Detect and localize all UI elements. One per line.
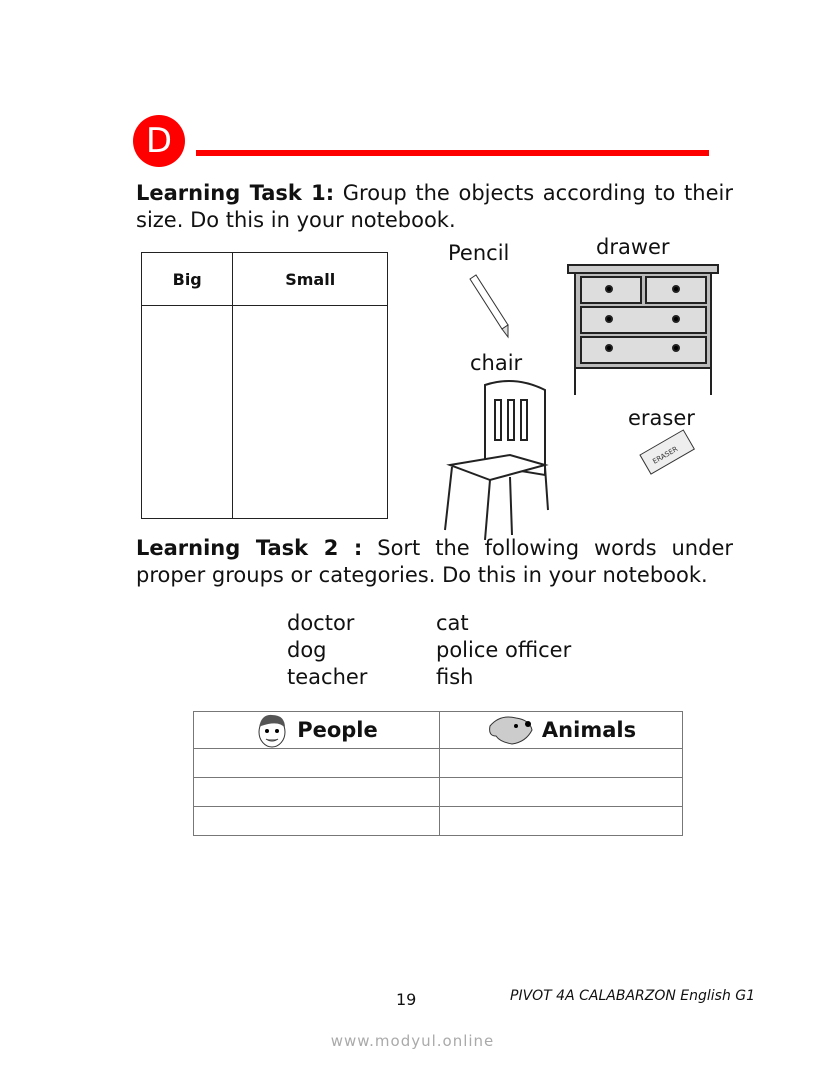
word-item: teacher [287, 665, 368, 689]
object-illustrations [440, 255, 750, 540]
people-cell [194, 749, 440, 778]
section-rule [196, 150, 709, 156]
task2-text: Sort the following words under proper groups or categories. Do this in your notebook. [136, 536, 733, 587]
footer-source: PIVOT 4A CALABARZON English G1 [510, 988, 756, 1004]
people-cell [194, 778, 440, 807]
word-list-col2 [436, 610, 571, 691]
header-animals [440, 712, 683, 749]
header-big: Big [142, 253, 233, 306]
word-item: police officer [436, 638, 572, 662]
eraser-icon [640, 430, 694, 474]
label-eraser: eraser [628, 406, 695, 430]
chair-icon [445, 381, 548, 540]
page-number: 19 [396, 990, 417, 1009]
task2-title: Learning Task 2 : [136, 536, 363, 560]
section-badge: D [133, 115, 185, 167]
header-small: Small [233, 253, 388, 306]
task2-instruction [136, 535, 733, 589]
label-drawer: drawer [596, 235, 670, 259]
drawer-icon [568, 265, 718, 395]
dog-icon [486, 712, 534, 748]
label-chair: chair [470, 351, 523, 375]
header-people-label: People [297, 718, 378, 742]
word-item: cat [436, 611, 469, 635]
animals-cell [440, 807, 683, 836]
animals-cell [440, 778, 683, 807]
eraser-print: ERASER [651, 445, 680, 466]
word-list-col1 [287, 610, 367, 691]
task1-text: Group the objects according to their size. Do this in your notebook. [136, 181, 733, 232]
word-item: fish [436, 665, 474, 689]
header-people [194, 712, 440, 749]
word-item: doctor [287, 611, 355, 635]
pencil-icon [470, 275, 508, 337]
task1-title: Learning Task 1: [136, 181, 335, 205]
word-item: dog [287, 638, 327, 662]
small-cell [233, 306, 388, 519]
animals-cell [440, 749, 683, 778]
people-animals-table [193, 711, 683, 836]
big-small-table [141, 252, 388, 519]
label-pencil: Pencil [448, 241, 510, 265]
watermark: www.modyul.online [330, 1032, 495, 1050]
face-icon [255, 712, 289, 748]
people-cell [194, 807, 440, 836]
task1-instruction [136, 180, 733, 234]
header-animals-label: Animals [541, 718, 637, 742]
big-cell [142, 306, 233, 519]
